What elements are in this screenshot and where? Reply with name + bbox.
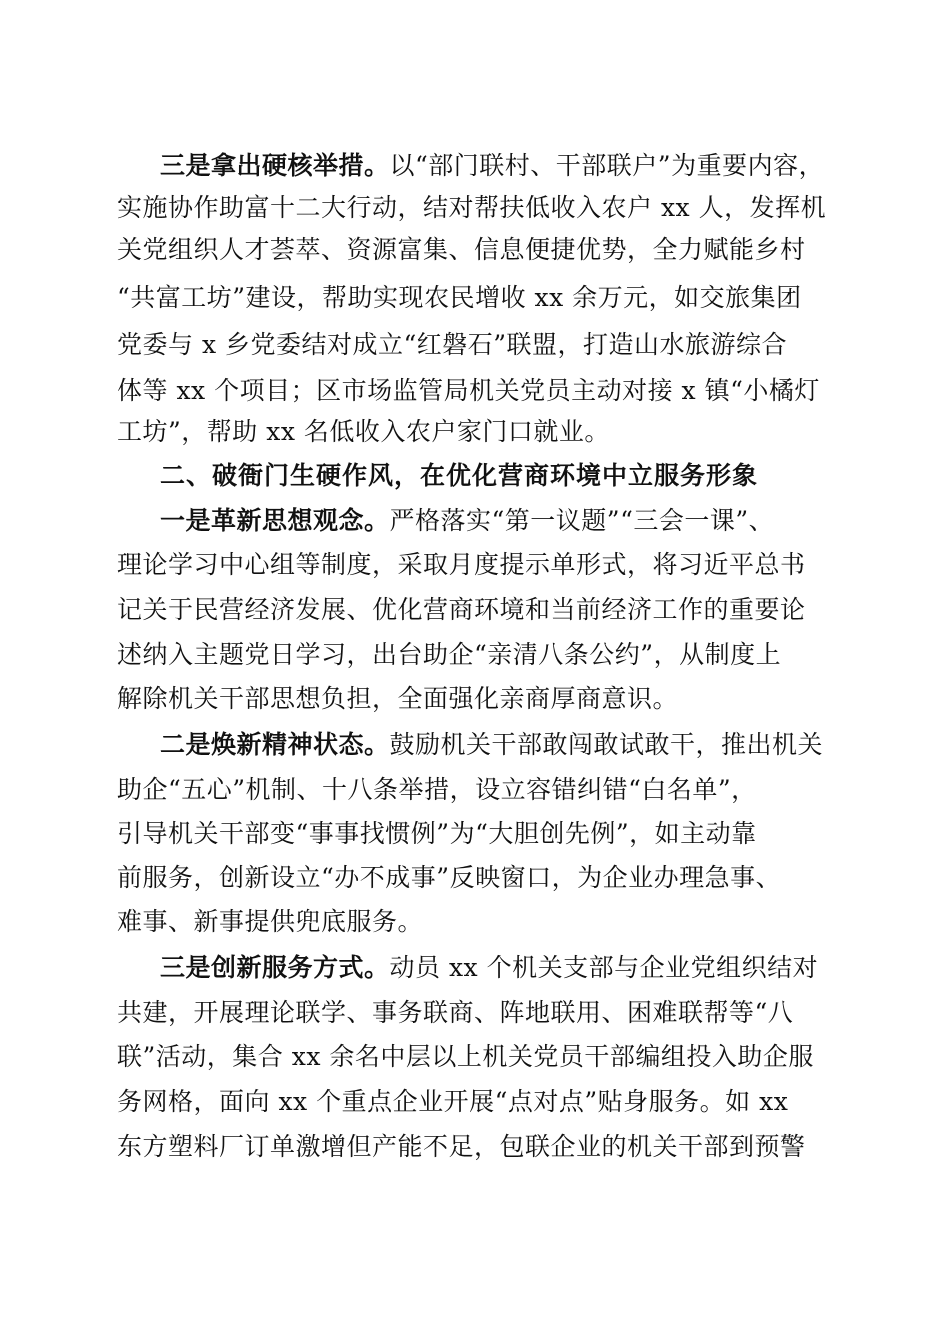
paragraph-text: “共富工坊”建设，帮助实现农民增收 xx 余万元，如交旅集团 [117,283,802,312]
paragraph-text: 实施协作助富十二大行动，结对帮扶低收入农户 xx 人，发挥机 [117,193,827,222]
paragraph-lead: 一是革新思想观念。 [160,506,390,535]
paragraph-line [117,407,833,457]
paragraph-line [117,320,833,370]
heading-text: 二、破衙门生硬作风，在优化营商环境中立服务形象 [160,461,759,490]
paragraph-text: 联”活动，集合 xx 余名中层以上机关党员干部编组投入助企服 [117,1042,814,1071]
paragraph-line [117,540,833,590]
paragraph-text: 以“部门联村、干部联户”为重要内容， [389,151,825,180]
paragraph-line [117,1077,833,1127]
paragraph-line [117,988,833,1038]
paragraph-line [117,1122,833,1172]
paragraph-1-line [160,496,876,546]
paragraph-text: 前服务，创新设立“办不成事”反映窗口，为企业办理急事、 [117,863,782,892]
paragraph-text: 引导机关干部变“事事找惯例”为“大胆创先例”，如主动靠 [117,819,757,848]
paragraph-text: 理论学习中心组等制度，采取月度提示单形式，将习近平总书 [117,550,806,579]
paragraph-lead: 三是拿出硬核举措。 [160,151,390,180]
section-heading [160,451,876,501]
paragraph-lead: 二是焕新精神状态。 [160,730,390,759]
paragraph-lead: 三是创新服务方式。 [160,953,390,982]
paragraph-text: 体等 xx 个项目；区市场监管局机关党员主动对接 x 镇“小橘灯 [117,376,820,405]
paragraph-line [117,765,833,815]
paragraph-text: 严格落实“第一议题”“三会一课”、 [389,506,775,535]
paragraph-text: 助企“五心”机制、十八条举措，设立容错纠错“白名单”， [117,775,757,804]
paragraph-text: 记关于民营经济发展、优化营商环境和当前经济工作的重要论 [117,595,806,624]
paragraph-text: 述纳入主题党日学习，出台助企“亲清八条公约”，从制度上 [117,640,782,669]
paragraph-text: 动员 xx 个机关支部与企业党组织结对 [389,953,819,982]
paragraph-text: 解除机关干部思想负担，全面强化亲商厚商意识。 [117,684,679,713]
paragraph-line [117,273,833,323]
paragraph-line [117,897,833,947]
paragraph-line [117,853,833,903]
paragraph-line [117,674,833,724]
paragraph-text: 共建，开展理论联学、事务联商、阵地联用、困难联帮等“八 [117,998,794,1027]
paragraph-text: 鼓励机关干部敢闯敢试敢干，推出机关 [389,730,824,759]
paragraph-text: 关党组织人才荟萃、资源富集、信息便捷优势，全力赋能乡村 [117,235,806,264]
paragraph-text: 难事、新事提供兜底服务。 [117,907,424,936]
paragraph-text: 东方塑料厂订单激增但产能不足，包联企业的机关干部到预警 [117,1132,806,1161]
paragraph-text: 党委与 x 乡党委结对成立“红磐石”联盟，打造山水旅游综合 [117,330,788,359]
paragraph-text: 务网格，面向 xx 个重点企业开展“点对点”贴身服务。如 xx [117,1087,789,1116]
paragraph-line [117,630,833,680]
paragraph-3-line [160,943,876,993]
paragraph-line [117,585,833,635]
paragraph-line [117,1032,833,1082]
paragraph-2-line [160,720,876,770]
paragraph-line [117,225,833,275]
paragraph-text: 工坊”，帮助 xx 名低收入农户家门口就业。 [117,417,610,446]
paragraph-line [117,809,833,859]
